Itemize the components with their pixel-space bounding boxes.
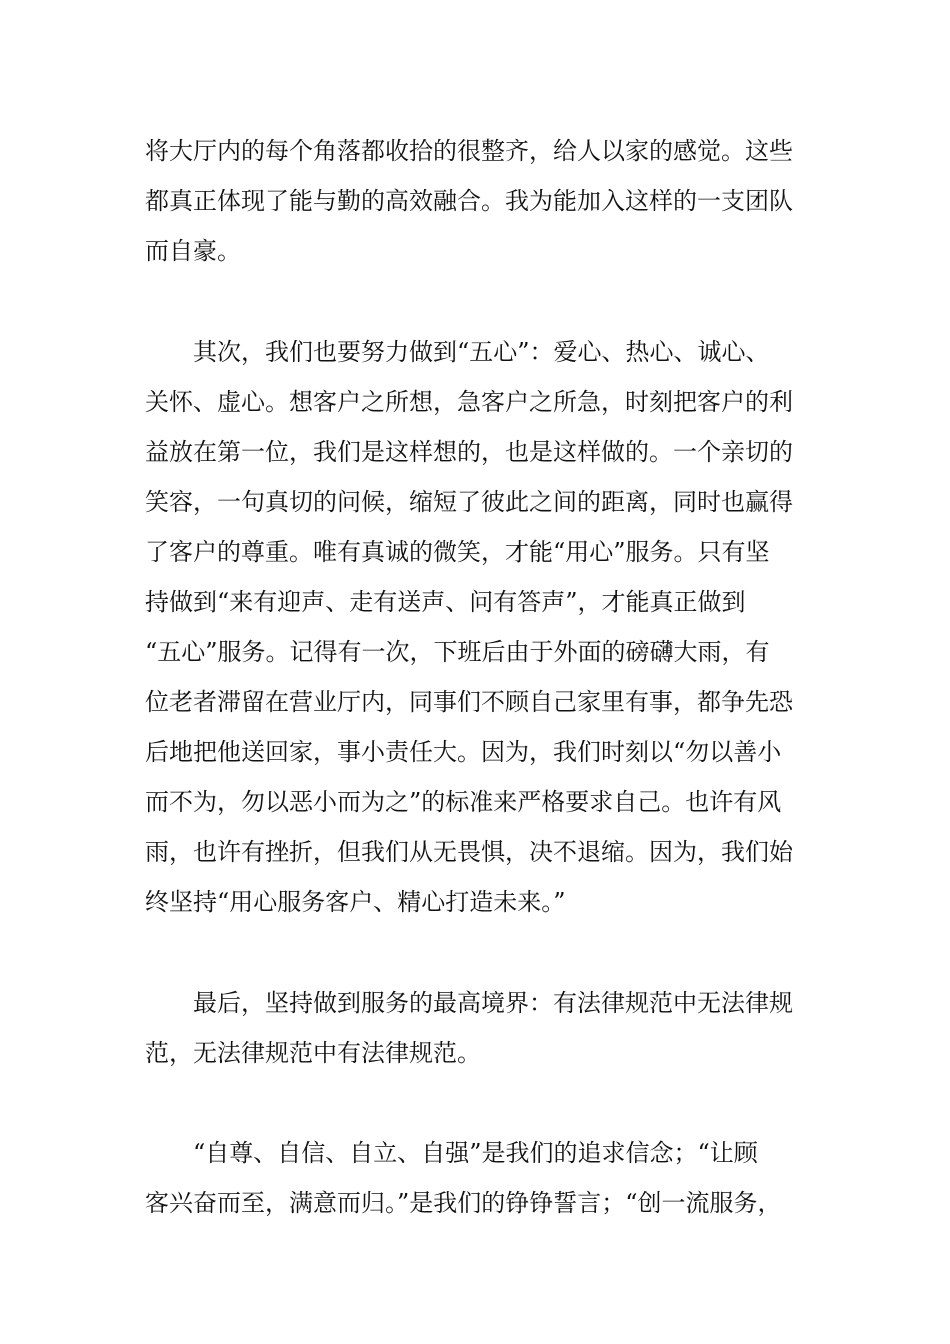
paragraph-2-line-3: 益放在第一位，我们是这样想的，也是这样做的。一个亲切的 bbox=[145, 438, 793, 466]
paragraph-2-line-5: 了客户的尊重。唯有真诚的微笑，才能“用心”服务。只有坚 bbox=[145, 538, 770, 566]
paragraph-4-line-2: 客兴奋而至，满意而归。”是我们的铮铮誓言；“创一流服务， bbox=[145, 1189, 782, 1217]
paragraph-1-line-2: 都真正体现了能与勤的高效融合。我为能加入这样的一支团队 bbox=[145, 187, 793, 215]
paragraph-2-line-2: 关怀、虚心。想客户之所想，急客户之所急，时刻把客户的利 bbox=[145, 388, 793, 416]
paragraph-1-line-3: 而自豪。 bbox=[145, 237, 241, 265]
paragraph-3-line-1: 最后，坚持做到服务的最高境界：有法律规范中无法律规 bbox=[193, 989, 793, 1017]
paragraph-2-line-12: 终坚持“用心服务客户、精心打造未来。” bbox=[145, 888, 566, 916]
paragraph-2-line-8: 位老者滞留在营业厅内，同事们不顾自己家里有事，都争先恐 bbox=[145, 688, 793, 716]
paragraph-2-line-1: 其次，我们也要努力做到“五心”：爱心、热心、诚心、 bbox=[193, 338, 770, 366]
paragraph-2-line-10: 而不为，勿以恶小而为之”的标准来严格要求自己。也许有风 bbox=[145, 788, 782, 816]
paragraph-1-line-1: 将大厅内的每个角落都收拾的很整齐，给人以家的感觉。这些 bbox=[145, 137, 793, 165]
paragraph-2-line-11: 雨，也许有挫折，但我们从无畏惧，决不退缩。因为，我们始 bbox=[145, 838, 793, 866]
paragraph-3-line-2: 范，无法律规范中有法律规范。 bbox=[145, 1039, 481, 1067]
paragraph-2-line-4: 笑容，一句真切的问候，缩短了彼此之间的距离，同时也赢得 bbox=[145, 488, 793, 516]
paragraph-2-line-9: 后地把他送回家，事小责任大。因为，我们时刻以“勿以善小 bbox=[145, 738, 782, 766]
paragraph-2-line-6: 持做到“来有迎声、走有送声、问有答声”，才能真正做到 bbox=[145, 588, 746, 616]
paragraph-2-line-7: “五心”服务。记得有一次，下班后由于外面的磅礴大雨，有 bbox=[145, 638, 770, 666]
paragraph-4-line-1: “自尊、自信、自立、自强”是我们的追求信念；“让顾 bbox=[193, 1139, 758, 1167]
